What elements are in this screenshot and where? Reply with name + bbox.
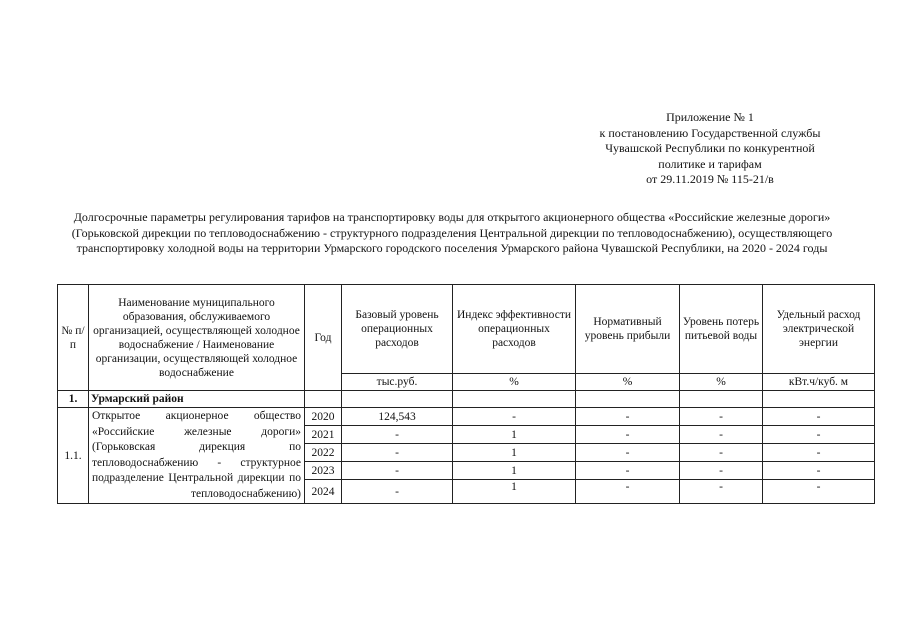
parameters-table (57, 284, 875, 504)
header-index: Индекс эффективности операционных расходов (453, 285, 576, 374)
approval-line: политике и тарифам (658, 156, 762, 171)
header-energy: Удельный расход электрической энергии (763, 285, 875, 374)
energy-cell: - (763, 426, 875, 444)
empty-cell (305, 391, 342, 408)
unit-base: тыс.руб. (342, 374, 453, 391)
header-profit: Нормативный уровень прибыли (576, 285, 680, 374)
entry-org: Открытое акционерное общество «Российские железные дороги» (Горьковская дирекция по тепловодоснабжению - структурное подразделение Центральной дирекции по тепловодоснабжению) (89, 408, 305, 504)
base-cell: - (342, 426, 453, 444)
energy-cell: - (763, 408, 875, 426)
year-cell: 2022 (305, 444, 342, 462)
base-cell: - (342, 444, 453, 462)
energy-cell: - (763, 462, 875, 480)
table-row (58, 408, 875, 426)
approval-line: Чувашской Республики по конкурентной (605, 141, 815, 155)
header-losses: Уровень потерь питьевой воды (680, 285, 763, 374)
unit-index: % (453, 374, 576, 391)
profit-cell: - (576, 480, 680, 504)
unit-profit: % (576, 374, 680, 391)
approval-stamp (560, 110, 860, 188)
year-cell: 2021 (305, 426, 342, 444)
empty-cell (342, 391, 453, 408)
profit-cell: - (576, 408, 680, 426)
empty-cell (576, 391, 680, 408)
approval-line: Приложение № 1 (666, 110, 754, 124)
losses-cell: - (680, 444, 763, 462)
losses-cell: - (680, 480, 763, 504)
document-title: Долгосрочные параметры регулирования тарифов на транспортировку воды для открытого акционерного общества «Российские железные дороги» (Горьковской дирекции по тепловодоснабжению - структурного подразделения Центральной дирекции по тепловодоснабжению), осуществляющего транспортировку холодной воды на территории Урмарского городского поселения Урмарского района Чувашской Республики, на 2020 - 2024 годы (71, 210, 833, 255)
empty-cell (763, 391, 875, 408)
header-row (58, 285, 875, 374)
index-cell: 1 (453, 480, 576, 504)
losses-cell: - (680, 462, 763, 480)
entry-num: 1.1. (58, 408, 89, 504)
approval-line: к постановлению Государственной службы (599, 125, 821, 140)
approval-line: от 29.11.2019 № 115-21/в (646, 172, 774, 186)
year-cell: 2023 (305, 462, 342, 480)
year-cell: 2024 (305, 480, 342, 504)
empty-cell (453, 391, 576, 408)
index-cell: 1 (453, 462, 576, 480)
losses-cell: - (680, 408, 763, 426)
unit-losses: % (680, 374, 763, 391)
unit-energy: кВт.ч/куб. м (763, 374, 875, 391)
header-base: Базовый уровень операционных расходов (342, 285, 453, 374)
header-org: Наименование муниципального образования, обслуживаемого организацией, осуществляющей холодное водоснабжение / Наименование организации, осуществляющей холодное водоснабжение (89, 285, 305, 391)
index-cell: 1 (453, 444, 576, 462)
section-num: 1. (58, 391, 89, 408)
profit-cell: - (576, 444, 680, 462)
base-cell: - (342, 480, 453, 504)
header-num: № п/п (58, 285, 89, 391)
section-row (58, 391, 875, 408)
header-year: Год (305, 285, 342, 391)
base-cell: 124,543 (342, 408, 453, 426)
base-cell: - (342, 462, 453, 480)
index-cell: 1 (453, 426, 576, 444)
index-cell: - (453, 408, 576, 426)
empty-cell (680, 391, 763, 408)
profit-cell: - (576, 462, 680, 480)
year-cell: 2020 (305, 408, 342, 426)
profit-cell: - (576, 426, 680, 444)
section-name: Урмарский район (89, 391, 305, 408)
energy-cell: - (763, 444, 875, 462)
energy-cell: - (763, 480, 875, 504)
losses-cell: - (680, 426, 763, 444)
